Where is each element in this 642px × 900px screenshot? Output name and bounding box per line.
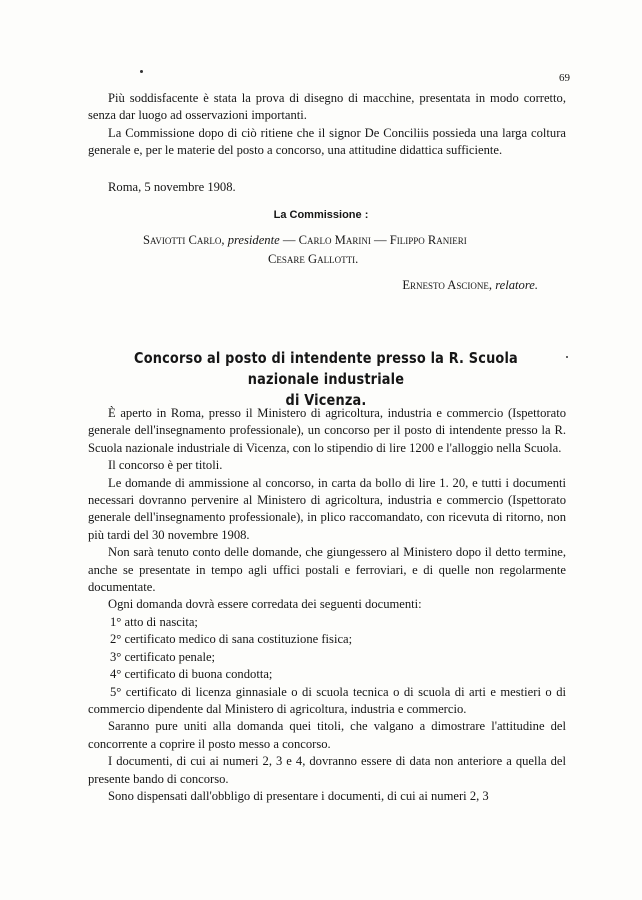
document-item: 2° certificato medico di sana costituzione fisica;	[110, 632, 353, 647]
page-number: 69	[559, 72, 570, 84]
document-item: 1° atto di nascita;	[110, 614, 198, 629]
announcement-title	[114, 348, 537, 411]
commission-heading	[0, 209, 642, 221]
announcement-paragraph: Saranno pure uniti alla domanda quei titoli, che valgano a dimostrare l'attitudine del concorrente a coprire il posto messo a concorso.	[88, 719, 566, 751]
report-paragraph: La Commissione dopo di ciò ritiene che il signor De Conciliis possieda una larga coltura generale e, per le materie del posto a concorso, una attitudine didattica sufficiente.	[88, 125, 566, 158]
announcement-paragraph: Sono dispensati dall'obbligo di presentare i documenti, di cui ai numeri 2, 3	[108, 788, 489, 803]
announcement-title-line: di Vicenza.	[285, 391, 367, 409]
commission-member-line2	[268, 252, 358, 267]
rapporteur-role: relatore.	[495, 278, 538, 292]
document-item: 3° certificato penale;	[110, 649, 216, 664]
member-name: Carlo Marini	[298, 233, 371, 247]
report-body	[88, 90, 566, 160]
member-name: Cesare Gallotti.	[268, 252, 359, 266]
commission-label: La Commissione	[273, 209, 362, 221]
separator-dash: —	[374, 233, 387, 247]
date-line: Roma, 5 novembre 1908.	[108, 180, 236, 194]
report-paragraph: Più soddisfacente è stata la prova di disegno di macchine, presentata in modo corretto, senza dar luogo ad osservazioni importanti.	[88, 91, 566, 123]
commission-members	[143, 233, 467, 248]
member-name: Filippo Ranieri	[389, 233, 467, 247]
announcement-paragraph: I documenti, di cui ai numeri 2, 3 e 4, dovranno essere di data non anteriore a quella del presente bando di concorso.	[88, 754, 566, 786]
separator-dash: —	[282, 233, 296, 247]
document-item: 4° certificato di buona condotta;	[110, 667, 273, 682]
announcement-paragraph: Le domande di ammissione al concorso, in carta da bollo di lire 1. 20, e tutti i documenti necessari dovranno pervenire al Ministero di agricoltura, industria e commercio (Ispettorato generale dell'insegnamento professionale), in plico raccomandato, con ricevuta di ritorno, non più tardi del 30 novembre 1908.	[88, 475, 566, 542]
announcement-paragraph: Il concorso è per titoli.	[108, 458, 223, 473]
commission-colon: :	[364, 209, 369, 221]
member-role: presidente	[227, 233, 280, 247]
rapporteur-name: Ernesto Ascione,	[402, 278, 493, 292]
rapporteur	[402, 278, 538, 293]
documents-list	[88, 614, 566, 718]
scan-speck	[566, 356, 568, 358]
announcement-paragraph: È aperto in Roma, presso il Ministero di agricoltura, industria e commercio (Ispettorato generale dell'insegnamento professionale), un concorso per il posto di intendente presso la R. Scuola nazionale industriale di Vicenza, con lo stipendio di lire 1200 e l'alloggio nella Scuola.	[88, 406, 566, 455]
announcement-paragraph: Non sarà tenuto conto delle domande, che giungessero al Ministero dopo il detto termine, anche se presentate in tempo agli uffici postali e ferroviari, e di quelle non regolarmente documentate.	[88, 545, 566, 595]
document-item: 5° certificato di licenza ginnasiale o di scuola tecnica o di scuola di arti e mestieri o di commercio dipendente dal Ministero di agricoltura, industria e commercio.	[88, 684, 566, 716]
scan-speck	[140, 70, 143, 73]
member-name: Saviotti Carlo,	[143, 233, 225, 247]
announcement-body	[88, 405, 566, 805]
announcement-paragraph: Ogni domanda dovrà essere corredata dei seguenti documenti:	[108, 597, 422, 612]
announcement-title-line: Concorso al posto di intendente presso la R. Scuola nazionale industriale	[134, 349, 518, 388]
